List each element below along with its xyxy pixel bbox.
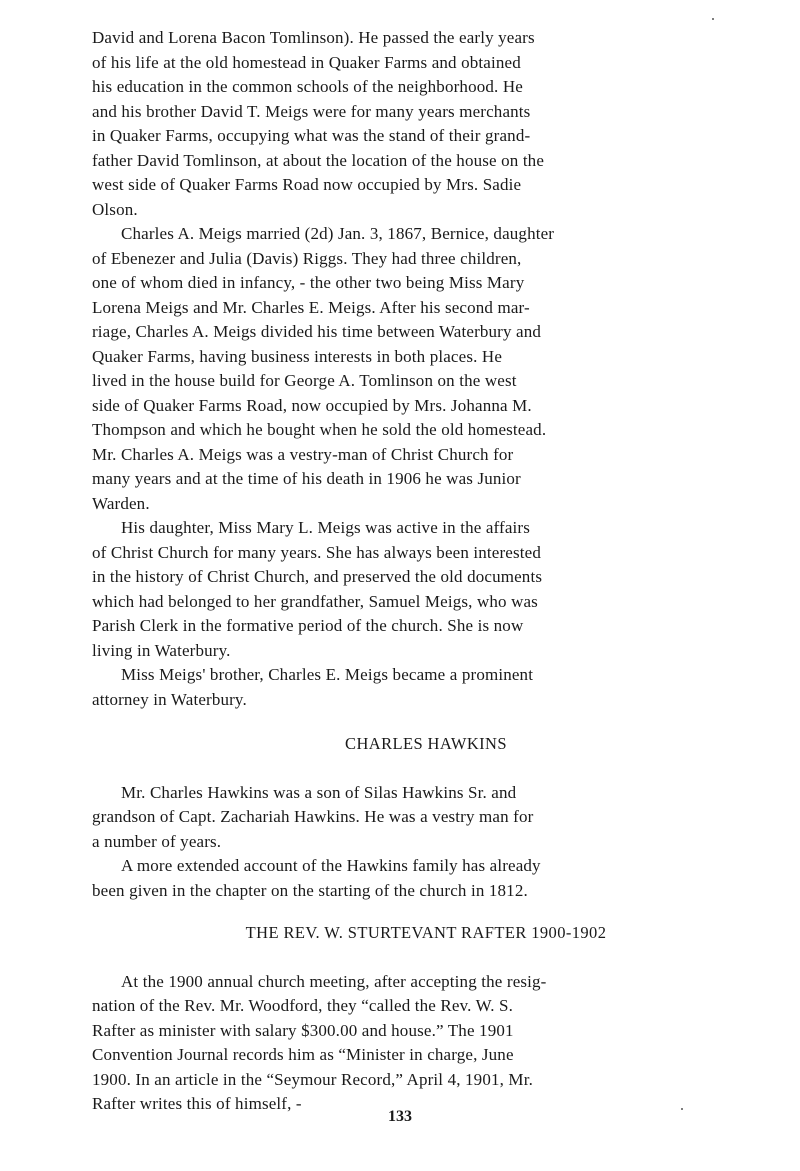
text-line: At the 1900 annual church meeting, after accepting the resig- bbox=[121, 971, 547, 991]
paragraph-charles-meigs-marriage bbox=[92, 222, 760, 516]
text-line: Olson. bbox=[92, 199, 138, 219]
text-line: been given in the chapter on the starting of the church in 1812. bbox=[92, 880, 528, 900]
paragraph-mary-meigs bbox=[92, 516, 760, 663]
text-line: Mr. Charles A. Meigs was a vestry-man of Christ Church for bbox=[92, 444, 514, 464]
text-line: many years and at the time of his death in 1906 he was Junior bbox=[92, 469, 521, 488]
text-line: Charles A. Meigs married (2d) Jan. 3, 1867, Bernice, daughter bbox=[121, 224, 555, 243]
text-line: Rafter writes this of himself, - bbox=[92, 1094, 302, 1113]
text-line: side of Quaker Farms Road, now occupied by Mrs. Johanna M. bbox=[92, 395, 532, 415]
text-line: his education in the common schools of the neighborhood. He bbox=[92, 77, 523, 96]
section-heading-charles-hawkins: CHARLES HAWKINS bbox=[345, 734, 507, 753]
text-line: living in Waterbury. bbox=[92, 640, 231, 660]
text-line: lived in the house build for George A. Tomlinson on the west bbox=[92, 371, 517, 390]
paragraph-hawkins-family bbox=[92, 854, 760, 903]
text-line: Miss Meigs' brother, Charles E. Meigs became a prominent bbox=[121, 665, 534, 684]
text-line: of Ebenezer and Julia (Davis) Riggs. They had three children, bbox=[92, 248, 522, 268]
scan-speck bbox=[712, 18, 714, 20]
text-line: grandson of Capt. Zachariah Hawkins. He was a vestry man for bbox=[92, 807, 534, 826]
section-heading-rev-rafter: THE REV. W. STURTEVANT RAFTER 1900-1902 bbox=[245, 923, 607, 942]
text-line: one of whom died in infancy, - the other two being Miss Mary bbox=[92, 273, 525, 292]
text-line: A more extended account of the Hawkins family has already bbox=[121, 856, 541, 875]
paragraph-rafter-call bbox=[92, 970, 760, 1117]
text-line: of Christ Church for many years. She has always been interested bbox=[92, 542, 541, 562]
page-body bbox=[92, 26, 760, 1117]
text-line: which had belonged to her grandfather, Samuel Meigs, who was bbox=[92, 591, 538, 611]
text-line: father David Tomlinson, at about the location of the house on the bbox=[92, 150, 545, 170]
text-line: David and Lorena Bacon Tomlinson). He passed the early years bbox=[92, 28, 535, 47]
text-line: of his life at the old homestead in Quaker Farms and obtained bbox=[92, 52, 521, 72]
paragraph-tomlinson-continuation bbox=[92, 26, 760, 222]
text-line: attorney in Waterbury. bbox=[92, 689, 247, 709]
text-line: Thompson and which he bought when he sold the old homestead. bbox=[92, 420, 547, 439]
text-line: Quaker Farms, having business interests in both places. He bbox=[92, 346, 503, 366]
paragraph-charles-e-meigs bbox=[92, 663, 760, 712]
paragraph-charles-hawkins bbox=[92, 781, 760, 855]
text-line: nation of the Rev. Mr. Woodford, they “called the Rev. W. S. bbox=[92, 996, 514, 1015]
text-line: riage, Charles A. Meigs divided his time between Waterbury and bbox=[92, 322, 542, 341]
text-line: in the history of Christ Church, and preserved the old documents bbox=[92, 567, 543, 586]
text-line: Convention Journal records him as “Minister in charge, June bbox=[92, 1045, 514, 1064]
text-line: Rafter as minister with salary $300.00 and house.” The 1901 bbox=[92, 1020, 514, 1040]
text-line: a number of years. bbox=[92, 831, 222, 851]
text-line: Parish Clerk in the formative period of the church. She is now bbox=[92, 616, 524, 635]
text-line: in Quaker Farms, occupying what was the stand of their grand- bbox=[92, 126, 531, 145]
text-line: His daughter, Miss Mary L. Meigs was active in the affairs bbox=[121, 518, 531, 537]
text-line: Mr. Charles Hawkins was a son of Silas Hawkins Sr. and bbox=[121, 782, 517, 802]
text-line: Lorena Meigs and Mr. Charles E. Meigs. After his second mar- bbox=[92, 297, 530, 317]
text-line: 1900. In an article in the “Seymour Record,” April 4, 1901, Mr. bbox=[92, 1069, 533, 1089]
text-line: and his brother David T. Meigs were for many years merchants bbox=[92, 101, 531, 121]
text-line: Warden. bbox=[92, 493, 150, 513]
scan-speck bbox=[681, 1108, 683, 1110]
page-number: 133 bbox=[388, 1108, 412, 1125]
text-line: west side of Quaker Farms Road now occupied by Mrs. Sadie bbox=[92, 175, 522, 194]
